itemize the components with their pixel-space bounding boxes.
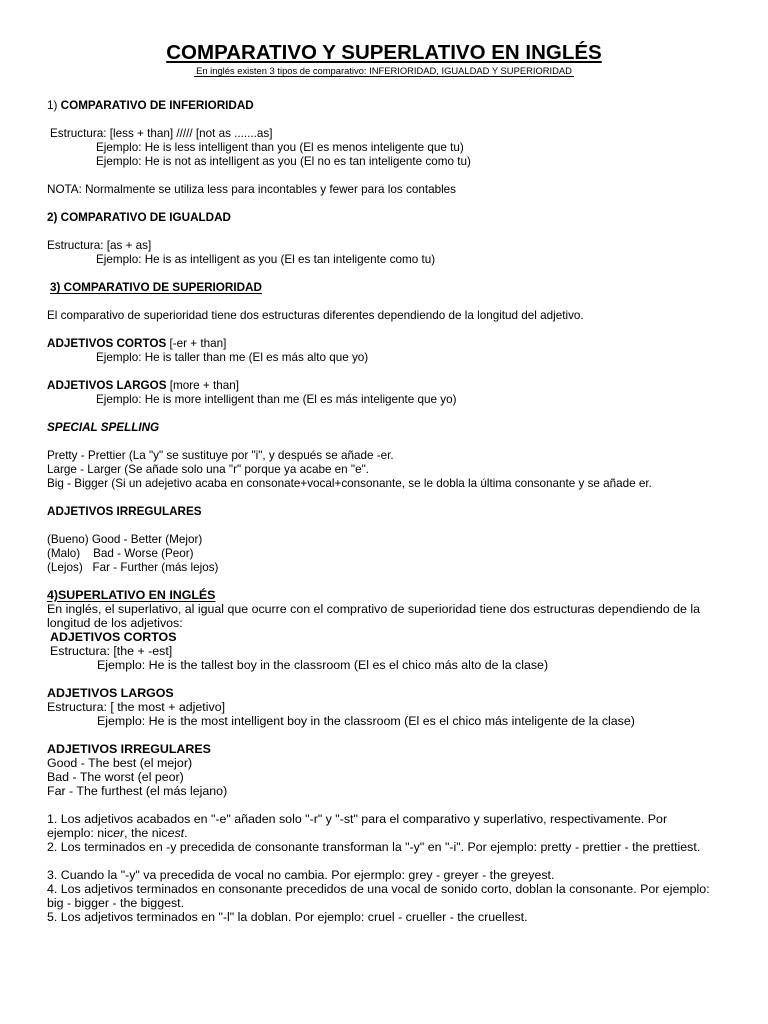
superlativo-intro: En inglés, el superlativo, al igual que ocurre con el comprativo de superioridad tiene dos estructuras dependiendo de la longitud de los adjetivos: <box>47 602 700 630</box>
igualdad-ejemplo: Ejemplo: He is as intelligent as you (El es tan inteligente como tu) <box>96 253 436 266</box>
note-1: 1. Los adjetivos acabados en "-e" añaden solo "-r" y "-st" para el comparativo y superlativo, respectivamente. Por ejemplo: nicer, the nicest. <box>47 812 668 840</box>
comparativo-irregular-item: (Malo) Bad - Worse (Peor) <box>47 547 194 560</box>
note-4: 4. Los adjetivos terminados en consonante precedidos de una vocal de sonido corto, doblan la consonante. Por ejemplo: big - bigger - the biggest. <box>47 882 710 910</box>
section-igualdad-heading: 2) COMPARATIVO DE IGUALDAD <box>47 211 231 224</box>
superlativo-cortos-estructura: Estructura: [the + -est] <box>50 644 173 658</box>
superioridad-intro: El comparativo de superioridad tiene dos estructuras diferentes dependiendo de la longitud del adjetivo. <box>47 309 584 322</box>
comparativo-irregulares-heading: ADJETIVOS IRREGULARES <box>47 505 202 518</box>
superlativo-cortos-heading: ADJETIVOS CORTOS <box>50 630 177 644</box>
special-spelling-item: Big - Bigger (Si un adejetivo acaba en consonate+vocal+consonante, se le dobla la última consonante y se añade er. <box>47 477 652 490</box>
note-2: 2. Los terminados en -y precedida de consonante transforman la "-y" en "-i". Por ejemplo: pretty - prettier - the prettiest. <box>47 840 701 854</box>
superioridad-largos: ADJETIVOS LARGOS [more + than] <box>47 379 239 392</box>
section-superioridad-heading: 3) COMPARATIVO DE SUPERIORIDAD <box>50 281 262 294</box>
inferioridad-nota: NOTA: Normalmente se utiliza less para incontables y fewer para los contables <box>47 183 457 196</box>
special-spelling-heading: SPECIAL SPELLING <box>47 421 160 434</box>
note-3: 3. Cuando la "-y" va precedida de vocal no cambia. Por ejermplo: grey - greyer - the greyest. <box>47 868 555 882</box>
page-title: COMPARATIVO Y SUPERLATIVO EN INGLÉS <box>166 41 602 64</box>
superlativo-cortos-ejemplo: Ejemplo: He is the tallest boy in the classroom (El es el chico más alto de la clase) <box>97 658 549 672</box>
comparativo-irregular-item: (Bueno) Good - Better (Mejor) <box>47 533 203 546</box>
superlativo-largos-heading: ADJETIVOS LARGOS <box>47 686 174 700</box>
note-5: 5. Los adjetivos terminados en "-l" la doblan. Por ejemplo: cruel - crueller - the cruellest. <box>47 910 528 924</box>
superlativo-largos-estructura: Estructura: [ the most + adjetivo] <box>47 700 226 714</box>
page-subtitle: En inglés existen 3 tipos de comparativo: INFERIORIDAD, IGUALDAD Y SUPERIORIDAD <box>196 65 572 76</box>
superlativo-irregular-item: Bad - The worst (el peor) <box>47 770 184 784</box>
superlativo-largos-ejemplo: Ejemplo: He is the most intelligent boy in the classroom (El es el chico más inteligente de la clase) <box>97 714 635 728</box>
superioridad-largos-ejemplo: Ejemplo: He is more intelligent than me (El es más inteligente que yo) <box>96 393 457 406</box>
superioridad-cortos-ejemplo: Ejemplo: He is taller than me (El es más alto que yo) <box>96 351 369 364</box>
superlativo-irregular-item: Good - The best (el mejor) <box>47 756 193 770</box>
superioridad-cortos: ADJETIVOS CORTOS [-er + than] <box>47 337 227 350</box>
special-spelling-item: Large - Larger (Se añade solo una "r" porque ya acabe en "e". <box>47 463 369 476</box>
inferioridad-estructura: Estructura: [less + than] ///// [not as .......as] <box>50 127 273 140</box>
superlativo-irregulares-heading: ADJETIVOS IRREGULARES <box>47 742 211 756</box>
section-inferioridad-heading: 1) COMPARATIVO DE INFERIORIDAD <box>47 99 254 112</box>
superlativo-irregular-item: Far - The furthest (el más lejano) <box>47 784 228 798</box>
inferioridad-ejemplo-2: Ejemplo: He is not as intelligent as you (El no es tan inteligente como tu) <box>96 155 471 168</box>
section-superlativo-heading: 4)SUPERLATIVO EN INGLÉS <box>47 588 216 602</box>
comparativo-irregular-item: (Lejos) Far - Further (más lejos) <box>47 561 219 574</box>
igualdad-estructura: Estructura: [as + as] <box>47 239 152 252</box>
special-spelling-item: Pretty - Prettier (La "y" se sustituye por "i", y después se añade -er. <box>47 449 394 462</box>
inferioridad-ejemplo-1: Ejemplo: He is less intelligent than you (El es menos inteligente que tu) <box>96 141 464 154</box>
